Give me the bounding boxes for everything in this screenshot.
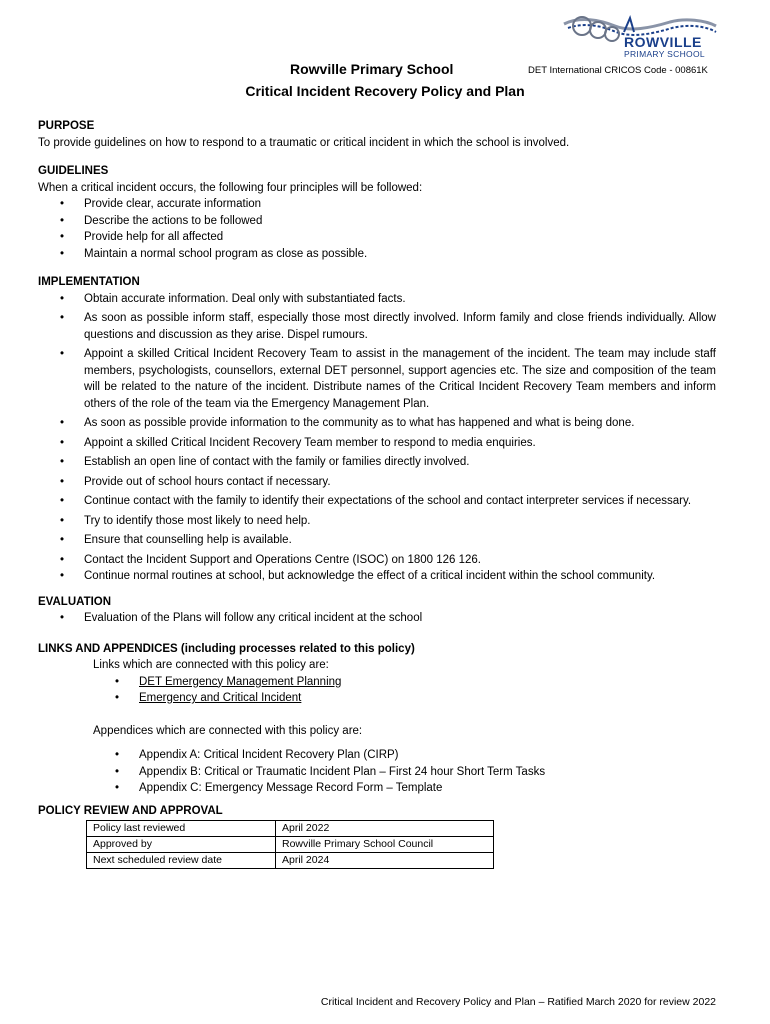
table-cell: Policy last reviewed <box>87 821 276 837</box>
table-cell: April 2022 <box>276 821 494 837</box>
table-cell: Approved by <box>87 837 276 853</box>
page-footer: Critical Incident and Recovery Policy and Plan – Ratified March 2020 for review 2022 <box>320 996 716 1008</box>
table-cell: Next scheduled review date <box>87 853 276 869</box>
link-det-emergency-management[interactable]: DET Emergency Management Planning <box>139 675 342 688</box>
list-item: • Appoint a skilled Critical Incident Recovery Team member to respond to media enquiries. <box>38 435 716 452</box>
purpose-text: To provide guidelines on how to respond to a traumatic or critical incident in which the school is involved. <box>38 136 570 149</box>
list-item: • Provide help for all affected <box>38 229 716 246</box>
review-heading: POLICY REVIEW AND APPROVAL <box>38 804 223 817</box>
guidelines-list <box>38 196 716 262</box>
list-item: • Provide clear, accurate information <box>38 196 716 213</box>
logo-subtitle: PRIMARY SCHOOL <box>624 49 705 59</box>
appendices-list <box>38 747 716 797</box>
list-item: • Describe the actions to be followed <box>38 213 716 230</box>
guidelines-heading: GUIDELINES <box>38 165 109 177</box>
list-item: • Ensure that counselling help is available. <box>38 532 716 549</box>
links-heading: LINKS AND APPENDICES (including processes related to this policy) <box>38 642 415 655</box>
list-item: • Evaluation of the Plans will follow any critical incident at the school <box>38 610 716 627</box>
list-item: • As soon as possible inform staff, especially those most directly involved. Inform family and close friends individually. Allow questions and discussion as they arise. Dispel rumours. <box>38 310 716 343</box>
list-item: • As soon as possible provide information to the community as to what has happened and what is being done. <box>38 415 716 432</box>
list-item: • Continue contact with the family to identify their expectations of the school and contact interpreter services if necessary. <box>38 493 716 510</box>
list-item: • Appendix C: Emergency Message Record Form – Template <box>38 780 716 797</box>
evaluation-list <box>38 610 716 627</box>
table-row <box>87 837 494 853</box>
school-name: Rowville Primary School <box>290 61 454 77</box>
purpose-heading: PURPOSE <box>38 120 95 132</box>
implementation-list <box>38 291 716 585</box>
links-intro: Links which are connected with this policy are: <box>93 659 329 671</box>
list-item: • Continue normal routines at school, but acknowledge the effect of a critical incident within the school community. <box>38 568 716 585</box>
guidelines-intro: When a critical incident occurs, the following four principles will be followed: <box>38 181 423 194</box>
list-item: • Appendix A: Critical Incident Recovery Plan (CIRP) <box>38 747 716 764</box>
table-row <box>87 821 494 837</box>
list-item: • Provide out of school hours contact if necessary. <box>38 474 716 491</box>
link-emergency-critical-incident[interactable]: Emergency and Critical Incident <box>139 692 302 704</box>
review-table <box>86 820 494 869</box>
list-item <box>38 674 716 691</box>
table-row <box>87 853 494 869</box>
list-item: • Appoint a skilled Critical Incident Recovery Team to assist in the management of the incident. The team may include staff members, psychologists, counsellors, external DET personnel, support agencies etc. The size and composition of the team will be related to the nature of the incident. Distribute names of the Critical Incident Recovery Team members and inform others of the role of the team via the Emergency Management Plan. <box>38 346 716 412</box>
list-item <box>38 690 716 707</box>
page-title: Critical Incident Recovery Policy and Plan <box>245 83 525 99</box>
list-item: • Maintain a normal school program as close as possible. <box>38 246 716 263</box>
cricos-code: DET International CRICOS Code - 00861K <box>528 65 708 76</box>
links-list <box>38 674 716 707</box>
list-item: • Appendix B: Critical or Traumatic Incident Plan – First 24 hour Short Term Tasks <box>38 764 716 781</box>
appendices-intro: Appendices which are connected with this policy are: <box>93 724 363 737</box>
list-item: • Contact the Incident Support and Operations Centre (ISOC) on 1800 126 126. <box>38 552 716 569</box>
table-cell: April 2024 <box>276 853 494 869</box>
list-item: • Obtain accurate information. Deal only with substantiated facts. <box>38 291 716 308</box>
list-item: • Establish an open line of contact with the family or families directly involved. <box>38 454 716 471</box>
implementation-heading: IMPLEMENTATION <box>38 276 140 288</box>
list-item: • Try to identify those most likely to need help. <box>38 513 716 530</box>
document-body <box>38 118 716 869</box>
logo-name: ROWVILLE <box>624 34 702 50</box>
table-cell: Rowville Primary School Council <box>276 837 494 853</box>
evaluation-heading: EVALUATION <box>38 595 112 608</box>
